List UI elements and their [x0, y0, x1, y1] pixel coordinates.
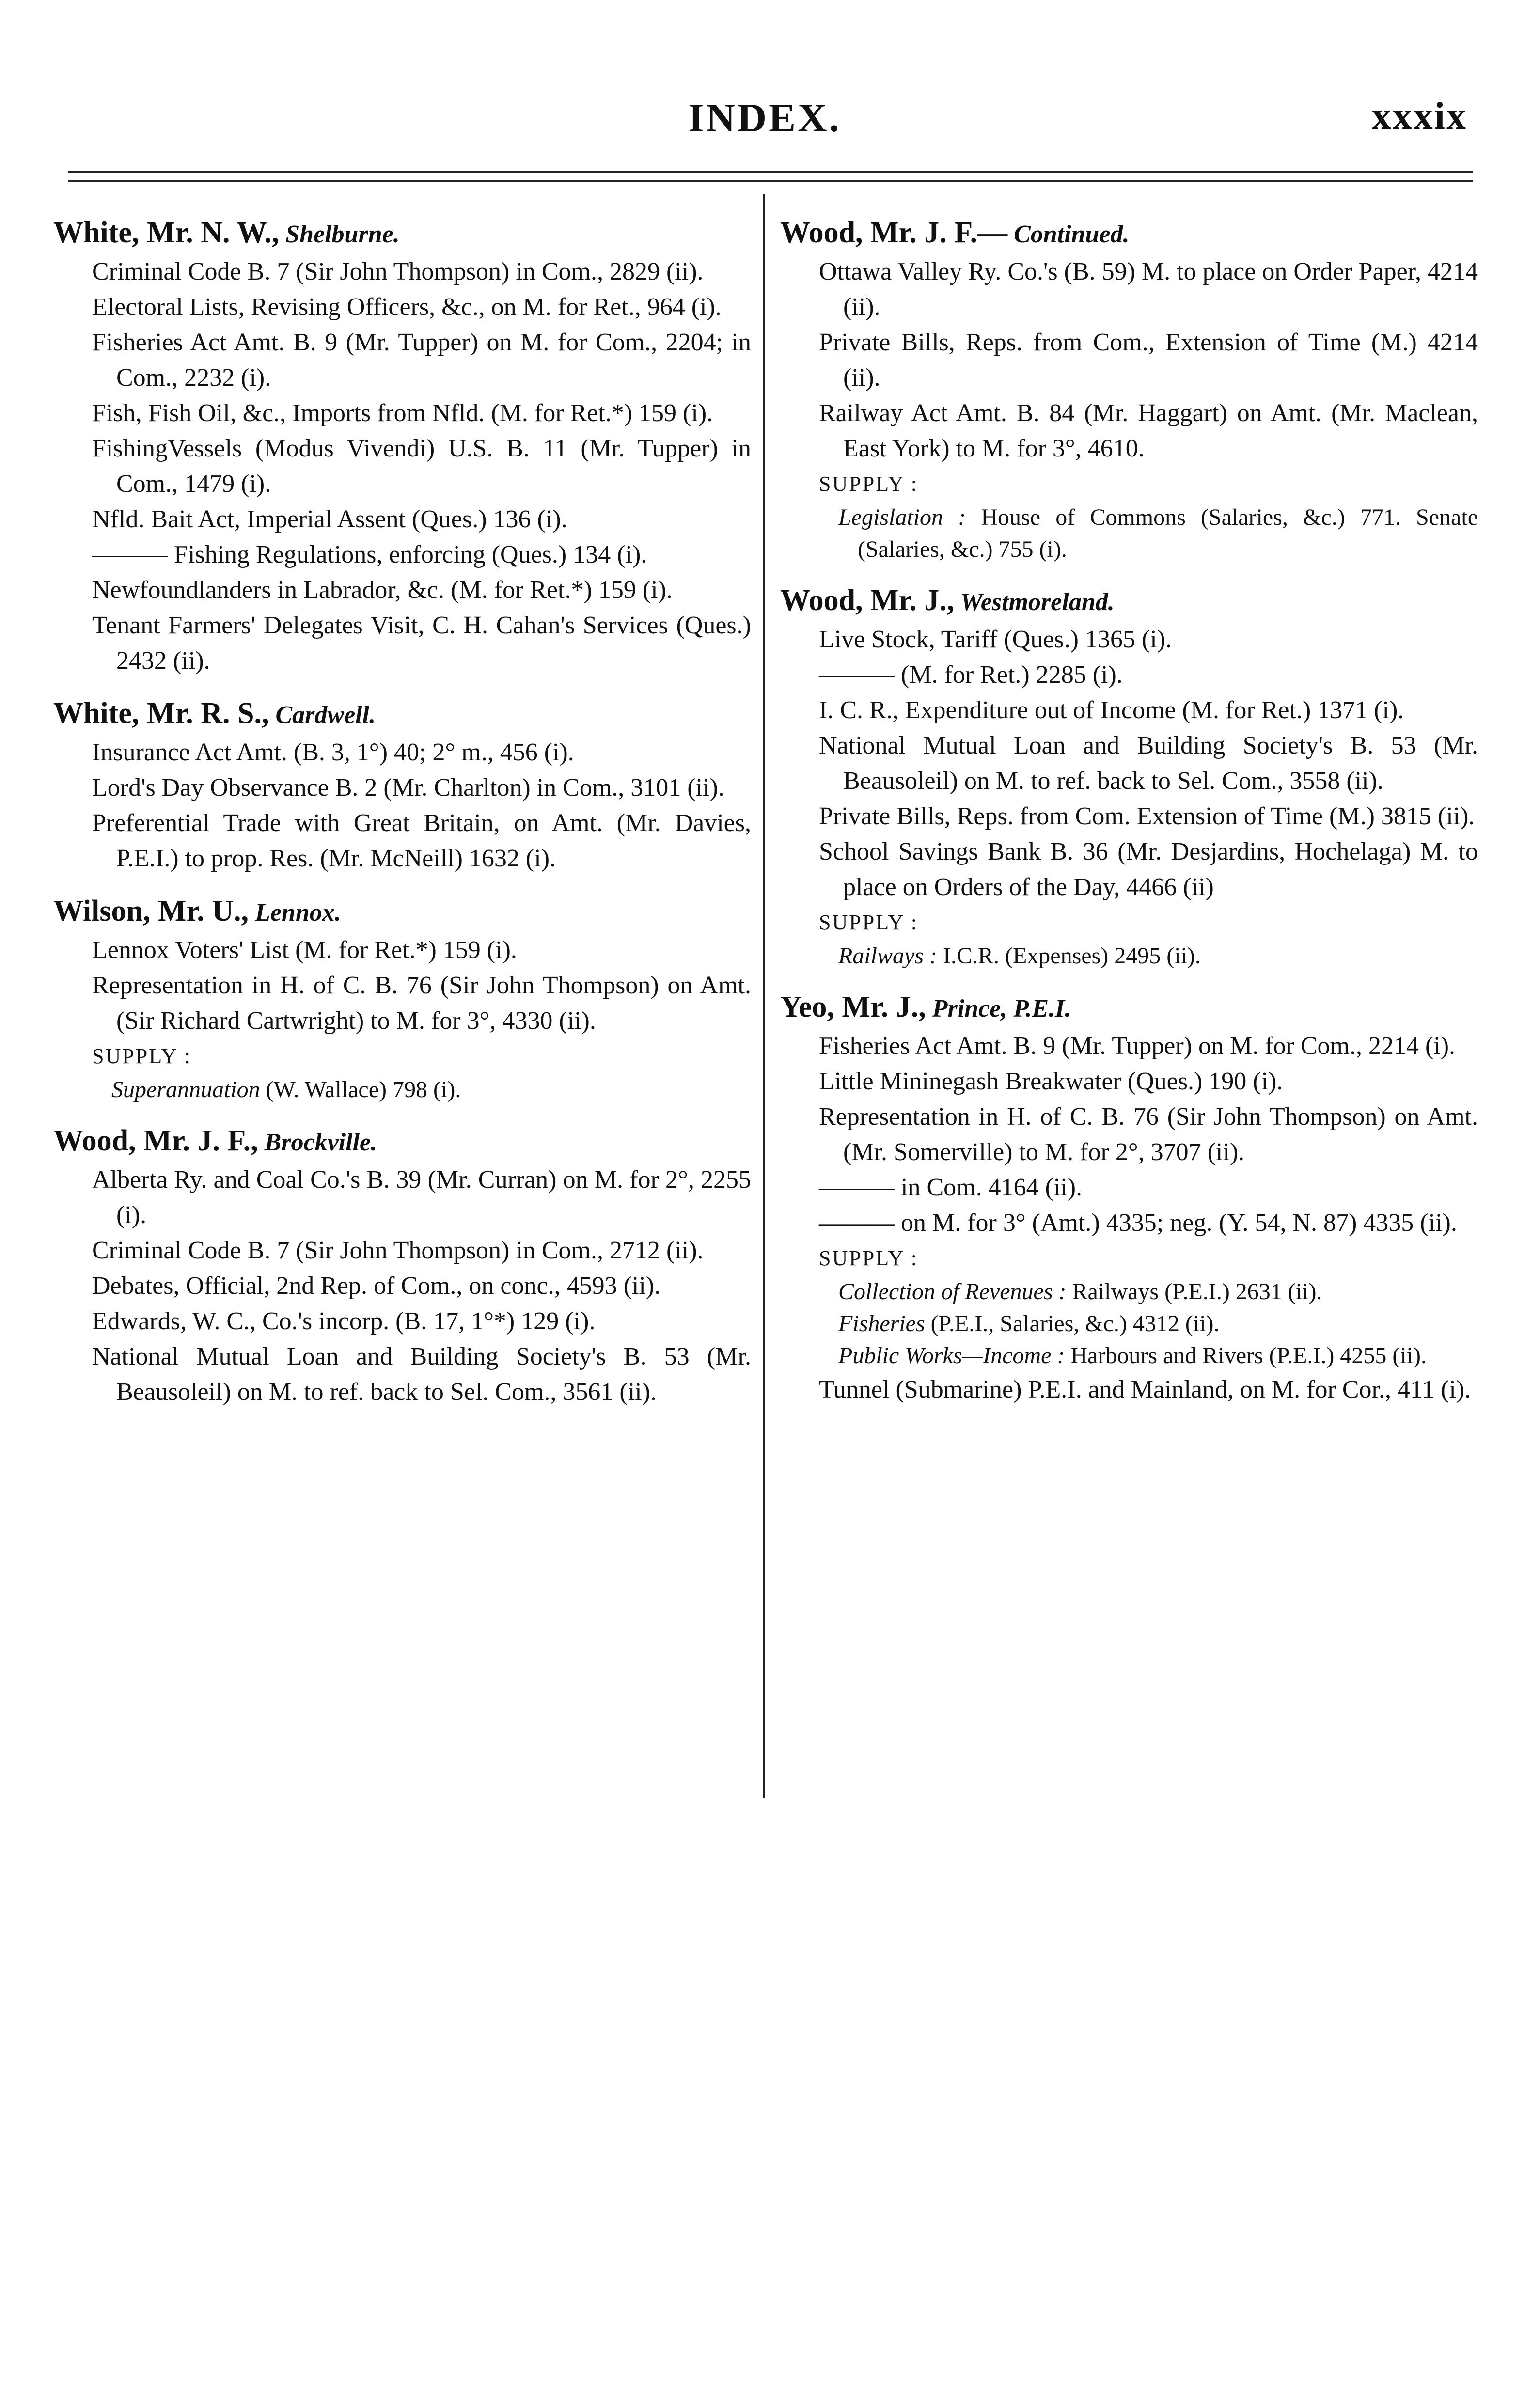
index-line: School Savings Bank B. 36 (Mr. Desjardins, Hochelaga) M. to place on Orders of the Day, 4466 (ii)	[819, 838, 1478, 901]
supply-line	[780, 1340, 1478, 1372]
index-line: Tunnel (Submarine) P.E.I. and Mainland, on M. for Cor., 411 (i).	[819, 1376, 1471, 1403]
entry-heading	[53, 1121, 751, 1162]
supply-text: Harbours and Rivers (P.E.I.) 4255 (ii).	[1065, 1343, 1427, 1368]
supply-text: Railways (P.E.I.) 2631 (ii).	[1066, 1279, 1322, 1304]
entry-heading	[780, 988, 1478, 1028]
index-line: Fisheries Act Amt. B. 9 (Mr. Tupper) on M. for Com., 2214 (i).	[819, 1032, 1456, 1060]
index-line: I. C. R., Expenditure out of Income (M. for Ret.) 1371 (i).	[819, 696, 1404, 724]
index-line: Newfoundlanders in Labrador, &c. (M. for Ret.*) 159 (i).	[92, 576, 673, 604]
entry-heading	[53, 694, 751, 735]
supply-text: I.C.R. (Expenses) 2495 (ii).	[937, 943, 1201, 969]
constituency: Cardwell.	[269, 701, 376, 729]
index-line: Little Mininegash Breakwater (Ques.) 190 (i).	[819, 1068, 1283, 1095]
header-rule-bottom	[68, 180, 1473, 182]
supply-category: Public Works—Income :	[838, 1343, 1065, 1368]
supply-line	[53, 1074, 751, 1106]
supply-label: SUPPLY :	[819, 472, 919, 496]
supply-label: SUPPLY :	[92, 1044, 192, 1068]
entry-heading	[53, 892, 751, 932]
constituency: Westmoreland.	[954, 588, 1115, 616]
index-line: Criminal Code B. 7 (Sir John Thompson) in Com., 2829 (ii).	[92, 258, 704, 285]
index-line: ——— on M. for 3° (Amt.) 4335; neg. (Y. 54, N. 87) 4335 (ii).	[819, 1209, 1457, 1237]
member-name: Wilson, Mr. U.,	[53, 895, 249, 927]
index-line: Fish, Fish Oil, &c., Imports from Nfld. (M. for Ret.*) 159 (i).	[92, 399, 713, 427]
index-line: National Mutual Loan and Building Society's B. 53 (Mr. Beausoleil) on M. to ref. back to Sel. Com., 3561 (ii).	[92, 1343, 751, 1406]
supply-category: Collection of Revenues :	[838, 1279, 1067, 1304]
index-entry	[53, 892, 751, 1106]
supply-line	[780, 940, 1478, 972]
index-line: Private Bills, Reps. from Com., Extension of Time (M.) 4214 (ii).	[819, 329, 1478, 392]
index-entry	[780, 581, 1478, 972]
supply-label: SUPPLY :	[819, 1246, 919, 1270]
page-number: xxxix	[1371, 95, 1467, 138]
index-line: Representation in H. of C. B. 76 (Sir John Thompson) on Amt. (Mr. Somerville) to M. for 2°, 3707 (ii).	[819, 1103, 1478, 1166]
index-entry	[53, 1121, 751, 1410]
constituency: Lennox.	[249, 899, 341, 927]
index-line: Representation in H. of C. B. 76 (Sir John Thompson) on Amt. (Sir Richard Cartwright) to M. for 3°, 4330 (ii).	[92, 972, 751, 1035]
index-line: Fisheries Act Amt. B. 9 (Mr. Tupper) on M. for Com., 2204; in Com., 2232 (i).	[92, 329, 751, 392]
index-line: Lennox Voters' List (M. for Ret.*) 159 (i).	[92, 936, 517, 964]
index-line: Electoral Lists, Revising Officers, &c., on M. for Ret., 964 (i).	[92, 293, 722, 321]
supply-line	[780, 502, 1478, 566]
entry-heading	[780, 213, 1478, 254]
index-line: Criminal Code B. 7 (Sir John Thompson) in Com., 2712 (ii).	[92, 1237, 704, 1264]
index-line: Debates, Official, 2nd Rep. of Com., on conc., 4593 (ii).	[92, 1272, 661, 1300]
index-line: ——— in Com. 4164 (ii).	[819, 1174, 1083, 1201]
index-line: Lord's Day Observance B. 2 (Mr. Charlton) in Com., 3101 (ii).	[92, 774, 724, 801]
index-line: ——— (M. for Ret.) 2285 (i).	[819, 661, 1123, 689]
constituency: Brockville.	[258, 1129, 377, 1156]
index-entry	[53, 694, 751, 876]
index-line: FishingVessels (Modus Vivendi) U.S. B. 11 (Mr. Tupper) in Com., 1479 (i).	[92, 435, 751, 498]
index-line: Private Bills, Reps. from Com. Extension of Time (M.) 3815 (ii).	[819, 802, 1475, 830]
page-title: INDEX.	[688, 95, 841, 141]
entry-heading	[53, 213, 751, 254]
supply-text: House of Commons (Salaries, &c.) 771. Senate (Salaries, &c.) 755 (i).	[858, 504, 1478, 562]
header-rule-top	[68, 171, 1473, 173]
supply-category: Legislation :	[838, 504, 966, 530]
index-line: Insurance Act Amt. (B. 3, 1°) 40; 2° m., 456 (i).	[92, 738, 574, 766]
index-line: Ottawa Valley Ry. Co.'s (B. 59) M. to place on Order Paper, 4214 (ii).	[819, 258, 1478, 321]
index-entry	[53, 213, 751, 678]
supply-text: (W. Wallace) 798 (i).	[260, 1077, 461, 1102]
constituency: Prince, P.E.I.	[926, 995, 1071, 1022]
member-name: Yeo, Mr. J.,	[780, 990, 926, 1023]
supply-category: Fisheries	[838, 1311, 925, 1336]
index-entry	[780, 988, 1478, 1407]
right-column	[780, 213, 1478, 1423]
supply-category: Superannuation	[111, 1077, 260, 1102]
index-line: Preferential Trade with Great Britain, on Amt. (Mr. Davies, P.E.I.) to prop. Res. (Mr. McNeill) 1632 (i).	[92, 809, 751, 872]
index-line: National Mutual Loan and Building Society's B. 53 (Mr. Beausoleil) on M. to ref. back to Sel. Com., 3558 (ii).	[819, 732, 1478, 795]
supply-text: (P.E.I., Salaries, &c.) 4312 (ii).	[925, 1311, 1220, 1336]
left-column	[53, 213, 751, 1425]
supply-line	[780, 1308, 1478, 1340]
index-entry	[780, 213, 1478, 566]
supply-category: Railways :	[838, 943, 937, 969]
column-divider	[763, 194, 765, 1798]
index-line: Nfld. Bait Act, Imperial Assent (Ques.) 136 (i).	[92, 505, 567, 533]
index-line: Tenant Farmers' Delegates Visit, C. H. Cahan's Services (Ques.) 2432 (ii).	[92, 612, 751, 675]
constituency: Shelburne.	[279, 220, 400, 248]
index-line: Live Stock, Tariff (Ques.) 1365 (i).	[819, 626, 1172, 653]
index-line: Alberta Ry. and Coal Co.'s B. 39 (Mr. Curran) on M. for 2°, 2255 (i).	[92, 1166, 751, 1229]
supply-line	[780, 1276, 1478, 1308]
index-line: ——— Fishing Regulations, enforcing (Ques.) 134 (i).	[92, 541, 647, 568]
member-name: Wood, Mr. J. F.,	[53, 1124, 258, 1157]
member-name: Wood, Mr. J.,	[780, 584, 955, 617]
member-name: White, Mr. N. W.,	[53, 216, 280, 249]
index-line: Railway Act Amt. B. 84 (Mr. Haggart) on Amt. (Mr. Maclean, East York) to M. for 3°, 4610.	[819, 399, 1478, 462]
constituency: Continued.	[1007, 220, 1130, 248]
member-name: White, Mr. R. S.,	[53, 697, 269, 730]
supply-label: SUPPLY :	[819, 911, 919, 934]
member-name: Wood, Mr. J. F.—	[780, 216, 1008, 249]
page-header	[0, 94, 1540, 143]
index-line: Edwards, W. C., Co.'s incorp. (B. 17, 1°*) 129 (i).	[92, 1307, 596, 1335]
entry-heading	[780, 581, 1478, 622]
